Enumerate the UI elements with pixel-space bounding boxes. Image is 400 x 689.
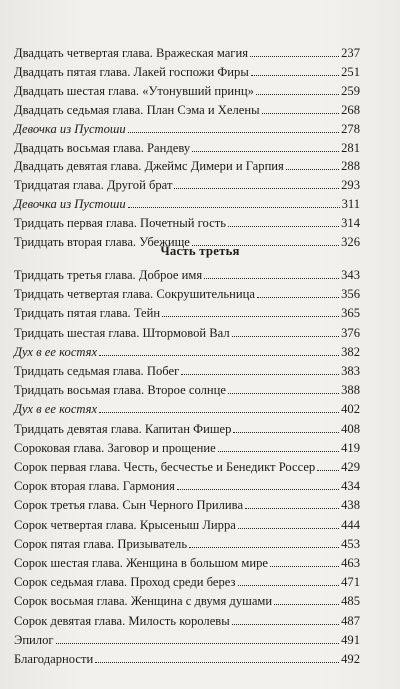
- dot-leader: [238, 527, 339, 529]
- toc-entry-interlude: [14, 191, 360, 211]
- dot-leader: [56, 642, 340, 644]
- toc-entry: [14, 153, 360, 173]
- entry-title: Сорок четвертая глава. Крысеныш Лирра: [14, 517, 236, 532]
- entry-title: Эпилог: [14, 632, 54, 647]
- entry-page-number: 356: [341, 287, 360, 302]
- entry-title: Двадцать седьмая глава. План Сэма и Хелены: [14, 102, 260, 117]
- dot-leader: [256, 93, 339, 95]
- entry-page-number: 402: [341, 402, 360, 417]
- entry-title: Тридцать восьмая глава. Второе солнце: [14, 383, 226, 398]
- entry-title: Тридцатая глава. Другой брат: [14, 178, 173, 193]
- dot-leader: [250, 55, 339, 57]
- toc-entry: [14, 608, 360, 628]
- dot-leader: [218, 450, 339, 452]
- toc-entry: [14, 492, 360, 512]
- entry-title: Двадцать четвертая глава. Вражеская магия: [14, 46, 248, 60]
- dot-leader: [174, 187, 339, 189]
- toc-entry-interlude: [14, 396, 360, 416]
- dot-leader: [238, 584, 340, 586]
- entry-page-number: 491: [341, 632, 360, 647]
- toc-entry: [14, 262, 360, 282]
- entry-title: Дух в ее костях: [14, 402, 98, 417]
- dot-leader: [162, 315, 339, 317]
- entry-page-number: 408: [341, 421, 360, 436]
- entry-page-number: 288: [341, 159, 360, 174]
- entry-title: Двадцать девятая глава. Джеймс Димери и Гарпия: [14, 159, 284, 174]
- dot-leader: [128, 131, 339, 133]
- toc-entry: [14, 40, 360, 60]
- entry-title: Тридцать вторая глава. Убежище: [14, 235, 190, 249]
- toc-entry: [14, 210, 360, 230]
- entry-title: Тридцать пятая глава. Тейн: [14, 306, 161, 321]
- entry-title: Девочка из Пустоши: [14, 197, 126, 212]
- entry-title: Тридцать шестая глава. Штормовой Вал: [14, 325, 230, 340]
- toc-entry-interlude: [14, 116, 360, 136]
- entry-page-number: 438: [341, 498, 360, 513]
- toc-entry: [14, 59, 360, 79]
- entry-title: Двадцать пятая глава. Лакей госпожи Фиры: [14, 64, 249, 79]
- toc-entry: [14, 320, 360, 340]
- dot-leader: [274, 603, 339, 605]
- toc-entry-interlude: [14, 339, 360, 359]
- toc-entry: [14, 512, 360, 532]
- dot-leader: [228, 392, 339, 394]
- toc-entry: [14, 78, 360, 98]
- entry-title: Тридцать третья глава. Доброе имя: [14, 268, 203, 282]
- entry-page-number: 268: [341, 102, 360, 117]
- entry-title: Тридцать четвертая глава. Сокрушительница: [14, 287, 255, 302]
- dot-leader: [99, 354, 339, 356]
- entry-page-number: 311: [341, 197, 360, 212]
- entry-page-number: 259: [341, 83, 360, 98]
- dot-leader: [192, 150, 339, 152]
- entry-page-number: 314: [341, 216, 360, 231]
- toc-entry: [14, 588, 360, 608]
- entry-title: Девочка из Пустоши: [14, 121, 126, 136]
- entry-title: Сорок вторая глава. Гармония: [14, 479, 175, 494]
- entry-page-number: 365: [341, 306, 360, 321]
- entry-title: Тридцать первая глава. Почетный гость: [14, 216, 226, 231]
- toc-entry: [14, 300, 360, 320]
- toc-entry: [14, 281, 360, 301]
- entry-title: Сорок первая глава. Честь, бесчестье и Бенедикт Россер: [14, 460, 316, 474]
- entry-page-number: 278: [341, 121, 360, 136]
- entry-page-number: 471: [341, 575, 360, 590]
- dot-leader: [270, 565, 339, 567]
- entry-page-number: 382: [341, 344, 360, 359]
- toc-entry: [14, 435, 360, 455]
- entry-page-number: 419: [341, 440, 360, 455]
- dot-leader: [262, 112, 340, 114]
- dot-leader: [233, 431, 339, 433]
- toc-entry: [14, 135, 360, 155]
- dot-leader: [232, 335, 339, 337]
- entry-title: Сороковая глава. Заговор и прощение: [14, 440, 216, 455]
- entry-title: Сорок третья глава. Сын Черного Прилива: [14, 498, 244, 513]
- dot-leader: [257, 296, 339, 298]
- toc-entry: [14, 627, 360, 647]
- entry-title: Дух в ее костях: [14, 344, 98, 359]
- entry-page-number: 429: [341, 460, 360, 474]
- dot-leader: [181, 373, 339, 375]
- entry-page-number: 383: [341, 364, 360, 378]
- entry-page-number: 444: [341, 517, 360, 532]
- entry-page-number: 434: [341, 479, 360, 494]
- entry-page-number: 463: [341, 556, 360, 570]
- entry-title: Сорок восьмая глава. Женщина с двумя душами: [14, 594, 273, 609]
- toc-entry: [14, 646, 360, 666]
- dot-leader: [286, 168, 339, 170]
- dot-leader: [189, 546, 339, 548]
- entry-title: Сорок шестая глава. Женщина в большом мире: [14, 556, 269, 570]
- dot-leader: [99, 411, 339, 413]
- entry-title: Сорок пятая глава. Призыватель: [14, 536, 188, 551]
- entry-page-number: 376: [341, 325, 360, 340]
- toc-entry: [14, 97, 360, 117]
- toc-entry: [14, 473, 360, 493]
- entry-page-number: 343: [341, 268, 360, 282]
- dot-leader: [95, 661, 339, 663]
- entry-page-number: 453: [341, 536, 360, 551]
- entry-page-number: 293: [341, 178, 360, 193]
- toc-entry: [14, 531, 360, 551]
- toc-entry: [14, 569, 360, 589]
- entry-page-number: 487: [341, 613, 360, 628]
- entry-title: Сорок девятая глава. Милость королевы: [14, 613, 230, 628]
- entry-title: Двадцать шестая глава. «Утонувший принц»: [14, 83, 254, 98]
- toc-entry: [14, 550, 360, 570]
- toc-entry: [14, 358, 360, 378]
- entry-page-number: 326: [341, 235, 360, 249]
- part-heading: Часть третья: [160, 244, 240, 258]
- entry-title: Сорок седьмая глава. Проход среди берез: [14, 575, 236, 590]
- entry-title: Тридцать девятая глава. Капитан Фишер: [14, 421, 232, 436]
- entry-page-number: 388: [341, 383, 360, 398]
- dot-leader: [228, 225, 339, 227]
- entry-page-number: 485: [341, 594, 360, 609]
- dot-leader: [232, 623, 339, 625]
- toc-entry: [14, 416, 360, 436]
- dot-leader: [177, 488, 339, 490]
- toc-entry: [14, 454, 360, 474]
- entry-page-number: 281: [341, 140, 360, 155]
- entry-title: Благодарности: [14, 652, 94, 666]
- entry-title: Двадцать восьмая глава. Рандеву: [14, 140, 191, 155]
- entry-page-number: 251: [341, 64, 360, 79]
- entry-title: Тридцать седьмая глава. Побег: [14, 364, 180, 378]
- dot-leader: [251, 74, 339, 76]
- toc-entry: [14, 377, 360, 397]
- entry-page-number: 492: [341, 652, 360, 666]
- toc-entry: [14, 172, 360, 192]
- dot-leader: [245, 507, 339, 509]
- dot-leader: [204, 277, 339, 279]
- entry-page-number: 237: [341, 46, 360, 60]
- dot-leader: [317, 469, 339, 471]
- dot-leader: [128, 206, 340, 208]
